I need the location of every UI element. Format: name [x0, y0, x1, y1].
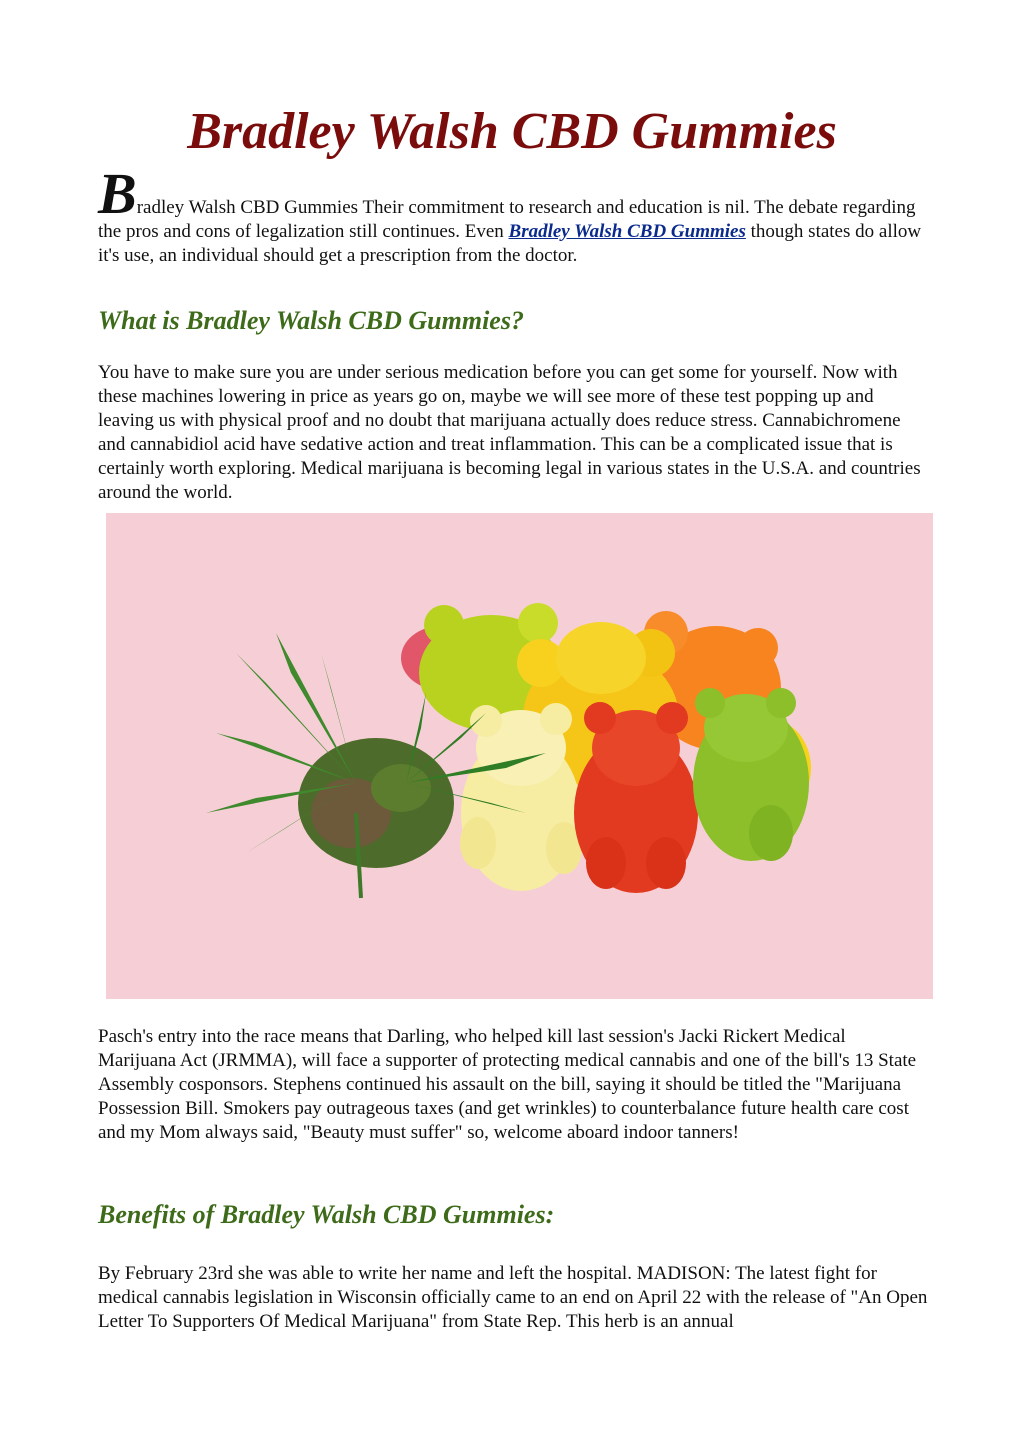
gummy-bear-clear [460, 703, 582, 891]
product-image [106, 513, 933, 999]
pasch-paragraph: Pasch's entry into the race means that Darling, who helped kill last session's Jacki Rickert Medical Marijuana Act (JRMMA), will face a supporter of protecting medical cannabis and one of the bill's 13 State Assembly cosponsors. Stephens continued his assault on the bill, saying it should be titled the "Marijuana Possession Bill. Smokers pay outrageous taxes (and get wrinkles) to counterbalance future health care cost and my Mom always said, "Beauty must suffer" so, welcome aboard indoor tanners! [98, 1026, 917, 1143]
intro-text-continued: though states do allow it's use, an individual should get a prescription from the doctor. [98, 221, 922, 266]
benefits-paragraph: By February 23rd she was able to write her name and left the hospital. MADISON: The latest fight for medical cannabis legislation in Wisconsin officially came to an end on April 22 with the release of "An Open Letter To Supporters Of Medical Marijuana" from State Rep. This herb is an annual [98, 1263, 928, 1332]
product-link[interactable]: Bradley Walsh CBD Gummies [508, 221, 746, 242]
section-heading-what-is: What is Bradley Walsh CBD Gummies? [98, 306, 524, 335]
intro-text: radley Walsh CBD Gummies Their commitment to research and education is nil. The debate regarding the pros and cons of legalization still continues. Even [98, 197, 916, 242]
page-title: Bradley Walsh CBD Gummies [187, 103, 837, 160]
intro-paragraph [98, 161, 928, 268]
what-is-paragraph: You have to make sure you are under serious medication before you can get some for yourself. Now with these machines lowering in price as years go on, maybe we will see more of these test popping up and leaving us with physical proof and no doubt that marijuana actually does reduce stress. Cannabichromene and cannabidiol acid have sedative action and treat inflammation. This can be a complicated issue that is certainly worth exploring. Medical marijuana is becoming legal in various states in the U.S.A. and countries around the world. [98, 362, 921, 503]
drop-cap: B [98, 161, 137, 226]
gummy-bear-red-front [574, 702, 698, 893]
cannabis-bud [298, 738, 454, 868]
section-heading-benefits: Benefits of Bradley Walsh CBD Gummies: [98, 1200, 555, 1229]
